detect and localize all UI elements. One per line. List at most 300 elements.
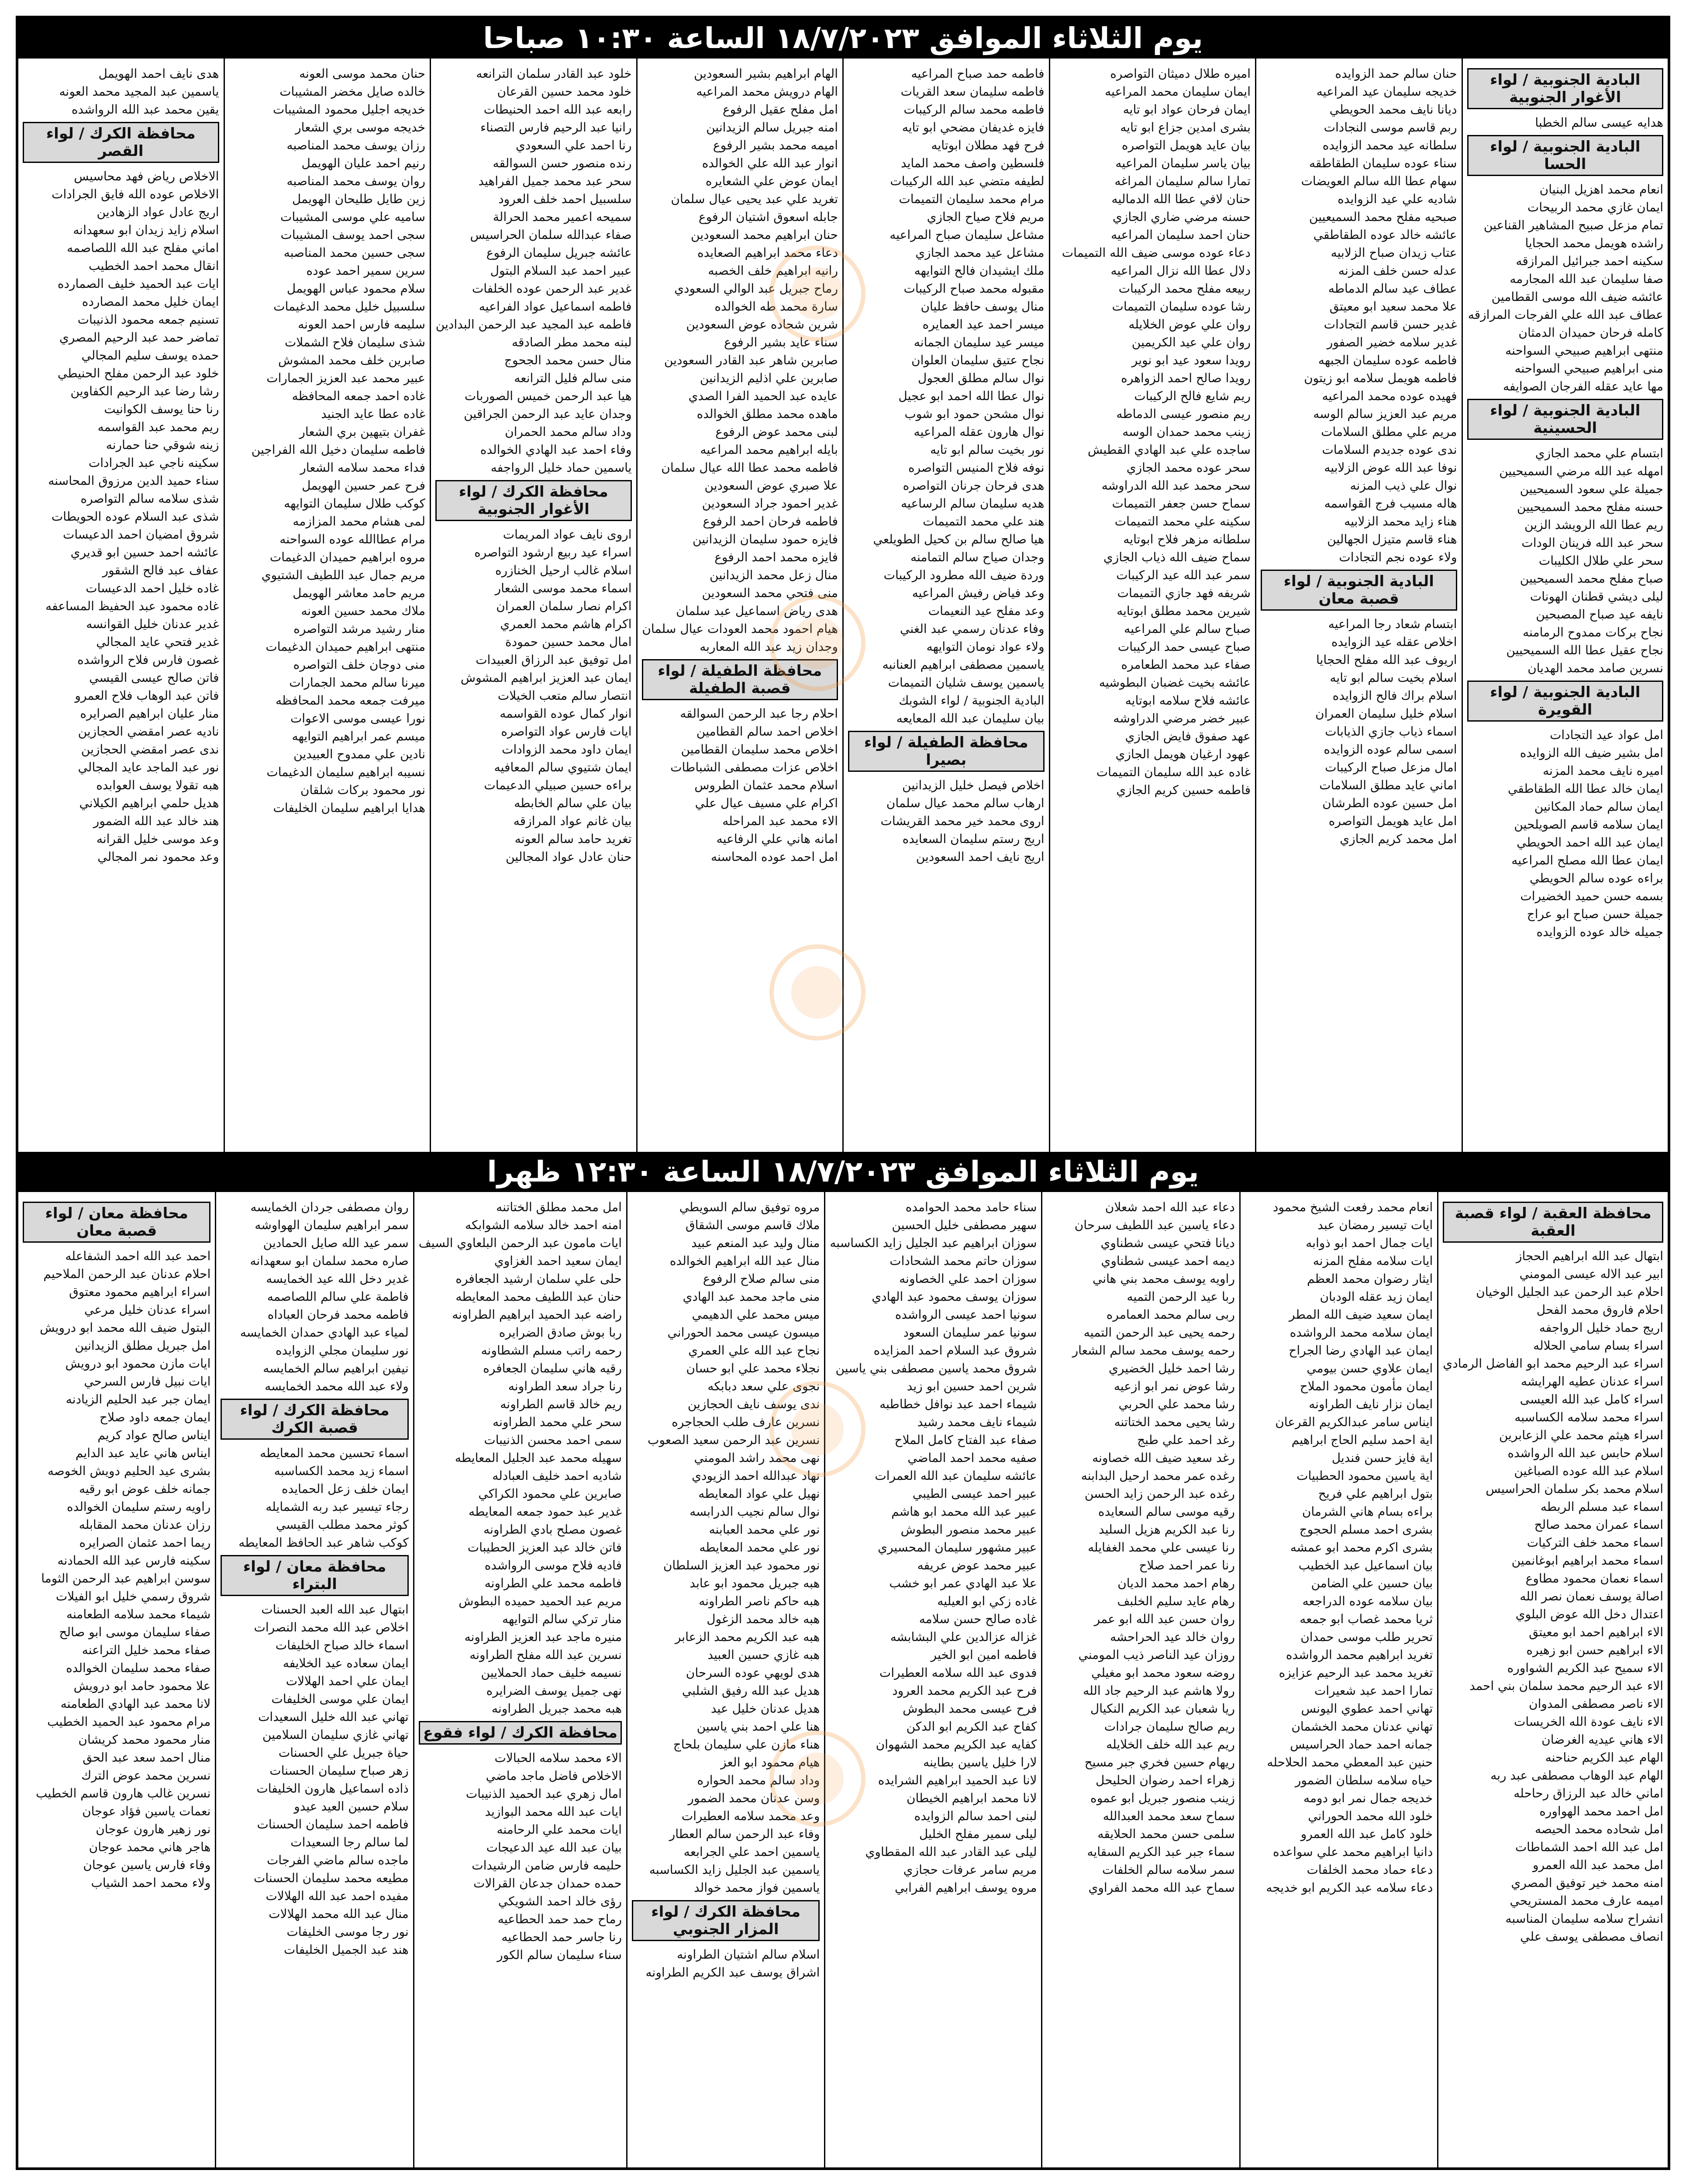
candidate-name: ايمان عوض علي الشعايره	[705, 174, 838, 188]
candidate-name: شرين احمد حسين ابو زيد	[907, 1379, 1037, 1393]
candidate-name: رنده منصور حسن السوالقه	[493, 156, 632, 170]
candidate-name: ارهاب سالم محمد عيال سلمان	[886, 796, 1045, 810]
candidate-name: لمياء عبد الهادي حمدان الخمايسه	[240, 1325, 409, 1340]
candidate-name: مريم جمال عبد اللطيف الشتيوي	[261, 568, 425, 582]
candidate-name: حياة جبريل علي الحسنات	[278, 1745, 409, 1760]
candidate-name: مريم عبد الحميد حميده البطوش	[459, 1594, 622, 1608]
candidate-name: حلى علي سلمان ارشيد الجعافره	[455, 1272, 622, 1286]
candidate-name: سوسن ابراهيم عبد الرحمن الثوما	[41, 1571, 211, 1586]
candidate-name: ايات مامون عبد الرحمن البلعاوي السيف	[418, 1236, 622, 1250]
candidate-name: سلسبيل خليل محمد الدغيمات	[273, 299, 425, 314]
candidate-name: رجاء تيسير عبد ربه الشمايله	[265, 1500, 409, 1514]
candidate-name: اخلاص احمد سالم القطامين	[696, 724, 838, 739]
candidate-name: منيره ماجد عبد العزيز الطراونه	[464, 1630, 622, 1644]
session-header: يوم الثلاثاء الموافق ١٨/٧/٢٠٢٣ الساعة ١٢:٣٠ ظهرا	[18, 1152, 1668, 1192]
district-heading: محافظة الكرك / لواء فقوع	[419, 1721, 622, 1745]
candidate-name: خلود عبد الرحمن مفلح الحنيطي	[57, 366, 219, 380]
candidate-name: غاده احمد جمعه المحافظه	[292, 389, 425, 403]
candidate-name: ريم محمد عبد القواسمه	[97, 420, 219, 434]
candidate-name: رحمه راتب مسلم الشطاونه	[481, 1343, 622, 1358]
candidate-name: دعاء عوده موسى ضيف الله التميمات	[1062, 245, 1251, 260]
candidate-name: منى ابراهيم صبيحي السواحنه	[1514, 361, 1663, 376]
candidate-name: اعتدال دخل الله عوض البلوي	[1515, 1607, 1663, 1621]
candidate-name: شاديه احمد خليف العبادله	[492, 1469, 622, 1483]
names-columns	[18, 1192, 1668, 2167]
candidate-name: شروق عبد السلام احمد المزايده	[873, 1343, 1037, 1358]
candidate-name: شيماء احمد عبد نوافل خطاطبه	[879, 1397, 1037, 1411]
candidate-name: عهود ارغيان هويمل الجازي	[1115, 747, 1251, 761]
candidate-name: صفاء عبدالله سلمان الحراسيس	[470, 228, 632, 242]
names-column	[430, 59, 636, 1152]
candidate-name: كوكب طلال سليمان التوايهه	[284, 496, 425, 511]
candidate-name: سمر سلامه سالم الخلفات	[1102, 1863, 1235, 1877]
candidate-name: الاخلاص عوده الله فايق الجرادات	[52, 187, 219, 201]
candidate-name: فاطمه اسماعيل عواد الفراعيه	[479, 299, 632, 314]
candidate-name: سحر محمد عبد الله الدراوشه	[1101, 478, 1251, 493]
candidate-name: ندى عوده جديدم السلامات	[1322, 442, 1457, 457]
candidate-name: اية ياسين محمود الحطبيات	[1296, 1469, 1433, 1483]
candidate-name: احلام فاروق محمد الفحل	[1536, 1303, 1663, 1317]
candidate-name: هديه سليمان سالم الرساعيه	[900, 496, 1045, 511]
candidate-name: ريم صالح سليمان جرادات	[1104, 1719, 1235, 1734]
candidate-name: رهام عايد سليم الخلبف	[1117, 1594, 1235, 1608]
candidate-name: غدير عبد حمود جمعه المعايطه	[469, 1504, 622, 1519]
candidate-name: شيماء محمد سلامه الطعامنه	[66, 1607, 211, 1621]
candidate-name: احلام رجا عبد الرحمن السوالقه	[680, 706, 838, 721]
candidate-name: زينب محمد حمدان الوسه	[1122, 425, 1251, 439]
candidate-name: فاطمه امين ابو الخير	[931, 1648, 1037, 1662]
candidate-name: تسنيم جمعه محمود الذنيبات	[77, 312, 219, 327]
candidate-name: سجى حسين محمد المناصبه	[283, 245, 425, 260]
candidate-name: ايمان علي احمد الهلالات	[286, 1674, 409, 1688]
candidate-name: ربيعه مفلح محمد الركيبات	[1118, 281, 1251, 296]
candidate-name: الاء ابراهيم احمد ابو معيتق	[1529, 1625, 1663, 1639]
candidate-name: رغده عمر محمد ارحيل البدابنه	[1081, 1469, 1235, 1483]
candidate-name: نايفه عيد صباح المصبحين	[1536, 607, 1663, 622]
candidate-name: وفاء احمد عبد الهادي الخوالده	[480, 442, 632, 457]
candidate-name: هديل عبد الله رفيق الشلبي	[682, 1683, 820, 1698]
candidate-name: بشرى عيد الحليم دويش الخوصه	[47, 1464, 211, 1478]
candidate-name: بشرى اكرم محمد ابو عمشه	[1290, 1540, 1433, 1555]
candidate-name: سوزان احمد علي الخصاونه	[899, 1272, 1037, 1286]
candidate-name: وداد سالم محمد الحواره	[697, 1773, 820, 1787]
candidate-name: لبنى احمد سالم الزوايده	[914, 1809, 1037, 1823]
candidate-name: الهام عبد الوهاب مصطفى عبد ربه	[1490, 1768, 1663, 1783]
candidate-name: امل محمد مطلق الختاتنه	[496, 1200, 622, 1214]
candidate-name: تهاني عبد الله خليل السعيدات	[258, 1710, 409, 1724]
candidate-name: بيان ياسر سليمان المراعيه	[1115, 156, 1251, 170]
district-heading: البادية الجنوبية / لواء الحسا	[1467, 135, 1664, 176]
candidate-name: نادين علي ممدوح العبيدين	[293, 747, 425, 761]
candidate-name: عايده عبد الحميد الفرا الصدي	[688, 389, 838, 403]
candidate-name: نسرين صامد محمد الهديان	[1527, 661, 1663, 675]
candidate-name: صباح سالم علي المراعيه	[1124, 622, 1251, 636]
candidate-name: رغد سعيد ضيف الله خصاونه	[1092, 1451, 1235, 1465]
candidate-name: تهاني غازي سليمان السلامين	[262, 1728, 409, 1742]
candidate-name: فدوى عبد الله سلامه العطيرات	[879, 1666, 1037, 1680]
candidate-name: سلام محمود عباس الهويمل	[286, 281, 425, 296]
candidate-name: خلود عبد القادر سلمان الترانعه	[476, 66, 632, 81]
candidate-name: زهراء احمد رضوان الحليحل	[1096, 1773, 1235, 1787]
candidate-name: انوار عبد الله علي الخوالده	[702, 156, 838, 170]
candidate-name: امل عايد هويمل التواصره	[1328, 814, 1457, 828]
candidate-name: رويدا صالح احمد الزواهره	[1121, 371, 1251, 385]
candidate-name: منال احمد سعد عبد الحق	[83, 1750, 211, 1765]
candidate-name: فاتن خالد عبد العزيز الحطيبات	[467, 1540, 622, 1555]
candidate-name: جمانه خلف عوض ابو رقيه	[79, 1482, 211, 1496]
candidate-name: هديل حلمي ابراهيم الكيلاني	[79, 796, 219, 810]
candidate-name: ياسمين حماد خليل الرواجفه	[490, 460, 632, 475]
candidate-name: نسيبه ابراهيم سليمان الدغيمات	[266, 765, 425, 779]
candidate-name: هناء قاسم متيزل الجهالين	[1327, 532, 1457, 546]
candidate-name: رزان يوسف محمد المناصبه	[286, 138, 425, 152]
candidate-name: لبنى محمد عوض الرفوع	[715, 425, 838, 439]
candidate-name: منار تركي سالم التوايهه	[502, 1612, 622, 1626]
candidate-name: سحر علي طلال الكليبات	[1538, 553, 1663, 568]
candidate-name: عائشه سليمان عبد الله العمرات	[875, 1469, 1037, 1483]
candidate-name: غزاله عزالدين علي البشابشه	[890, 1630, 1037, 1644]
candidate-name: فايزه غديفان مضحي ابو تايه	[902, 120, 1045, 135]
candidate-name: ايات عبد الله محمد البوازيد	[485, 1804, 622, 1819]
candidate-name: شذى عبد السلام عوده الحويطات	[51, 509, 219, 524]
candidate-name: منال وليد عبد المنعم عبيد	[691, 1236, 820, 1250]
candidate-name: وعد مفلح عيد النعيمات	[928, 604, 1045, 618]
candidate-name: حنان ابراهيم محمد السعودين	[691, 228, 838, 242]
candidate-name: فاطمه حمد صباح المراعيه	[911, 66, 1045, 81]
candidate-name: ريما احمد عثمان الصرايره	[79, 1535, 211, 1550]
candidate-name: سلام حسين العيد عيدو	[294, 1799, 409, 1814]
district-heading: البادية الجنوبية / لواء الحسينية	[1467, 399, 1664, 440]
candidate-name: غاده صالح حسن سلامه	[919, 1612, 1037, 1626]
candidate-name: ايمان جمعه داود صلاح	[100, 1410, 211, 1424]
candidate-name: وفاء عبد الرحمن سالم العطار	[669, 1827, 820, 1841]
candidate-name: انشراح سلامه سليمان المناسبه	[1505, 1911, 1663, 1926]
candidate-name: سكينه فارس عبد الله الحمادنه	[57, 1553, 211, 1568]
candidate-name: صابرين شاهر عبد القادر السعودين	[664, 353, 838, 367]
candidate-name: حسنه مرضي ضاري الجازي	[1112, 210, 1251, 224]
candidate-name: غصون مصلح بادي الطراونه	[483, 1522, 622, 1537]
candidate-name: ربم قاسم موسى النجادات	[1324, 120, 1457, 135]
district-heading: محافظة الكرك / لواء الأغوار الجنوبية	[435, 480, 632, 521]
candidate-name: ايثار رضوان محمد العظم	[1307, 1272, 1433, 1286]
candidate-name: مفيده احمد عبد الله الهلالات	[265, 1889, 409, 1903]
candidate-name: عبير محمد منصور البطوش	[900, 1522, 1037, 1537]
candidate-name: رولا هاشم عبد الرحيم جاد الله	[1083, 1683, 1235, 1698]
candidate-name: الاخلاص فاضل ماجد ماضي	[486, 1769, 622, 1783]
candidate-name: منال عبد الله محمد الهلالات	[269, 1907, 409, 1921]
candidate-name: فاطمه سليمان دخيل الله الفراجين	[251, 442, 425, 457]
candidate-name: فهيده عوده محمد المراعيه	[1322, 389, 1457, 403]
candidate-name: ايمان سليمان محمد المراعيه	[1105, 84, 1251, 99]
candidate-name: هبه جبريل محمود ابو عابد	[690, 1576, 820, 1590]
candidate-name: اسماء محمد خلف التركيات	[1527, 1535, 1663, 1550]
candidate-name: روان يوسف محمد المناصبه	[286, 174, 425, 188]
candidate-name: هناء زايد محمد الزلابيه	[1344, 514, 1457, 529]
candidate-name: منى سالم فليل الترانعه	[514, 371, 632, 385]
candidate-name: منتهى ابراهيم صبيحي السواحنه	[1505, 343, 1663, 358]
candidate-name: حمده يوسف سليم المجالي	[81, 348, 219, 363]
candidate-name: سميحه اعمير محمد الحرالة	[493, 210, 632, 224]
candidate-name: بيان سليمان عبد الله المعايعه	[896, 711, 1045, 726]
candidate-name: ابتسام شعاد رجا المراعيه	[1328, 617, 1457, 631]
candidate-name: اريوف عبد الله مفلح الحجايا	[1316, 653, 1457, 667]
candidate-name: سناء عايد بشير الرفوع	[724, 335, 838, 349]
candidate-name: خالده صايل مخضر المشيبات	[279, 84, 425, 99]
candidate-name: سحر عوده محمد الجازي	[1126, 460, 1251, 475]
candidate-name: عائشه جبريل سليمان الرفوع	[486, 245, 632, 260]
candidate-name: اسلام براك فالح الزوايده	[1332, 688, 1457, 703]
candidate-name: ساميه علي موسى المشيبات	[280, 210, 425, 224]
candidate-name: ريم شايع فالح الركيبات	[1134, 389, 1251, 403]
candidate-name: شذى سليمان فلاح الشملات	[285, 335, 425, 349]
candidate-name: امال زهري عبد الحميد الذنيبات	[465, 1787, 622, 1801]
candidate-name: شروق رسمي خليل ابو الفيلات	[55, 1589, 211, 1603]
candidate-name: حنان محمد موسى العونه	[299, 66, 425, 81]
candidate-name: اخلاص فيصل خليل الزيدانين	[902, 778, 1045, 792]
names-column	[215, 1192, 413, 2167]
candidate-name: راضه عبد الحميد ابراهيم الطراونه	[452, 1307, 622, 1322]
district-heading: محافظة الكرك / لواء المزار الجنوبي	[632, 1900, 820, 1941]
names-column	[636, 59, 843, 1152]
candidate-name: كوكب شاهر عبد الحافظ المعايطه	[238, 1535, 409, 1550]
candidate-name: ايمان عطا الله مصلح المراعيه	[1511, 853, 1663, 867]
candidate-name: لطيفه متضي عبد الله الركيبات	[890, 174, 1045, 188]
candidate-name: صفاء محمد خليل التراعنه	[82, 1643, 211, 1657]
candidate-name: نجوى علي سعد دبابكه	[707, 1379, 820, 1393]
candidate-name: انقال محمد احمد الخطيب	[88, 259, 219, 273]
candidate-name: فداء محمد سلامه الشعار	[300, 460, 425, 475]
candidate-name: نسرين عبد الرحمن سعيد الصعوب	[647, 1433, 820, 1447]
candidate-name: اسماء زيد محمد الكساسبه	[274, 1464, 409, 1478]
candidate-name: ميسون عيسى محمد الحوراني	[667, 1325, 820, 1340]
candidate-name: امل احمد محمد الهواوره	[1539, 1804, 1663, 1818]
candidate-name: ريم خالد قاسم الطراونه	[500, 1397, 622, 1411]
candidate-name: رقيه موسى سالم السعايده	[1098, 1504, 1235, 1519]
candidate-name: ياسمين عبد المجيد محمد العونه	[59, 84, 219, 99]
candidate-name: تغريد علي عبد يحيى عيال سلمان	[671, 192, 838, 206]
candidate-name: تهاني عدنان محمد الخشمان	[1291, 1719, 1433, 1734]
candidate-name: اروى نايف عواد المريمات	[503, 527, 632, 542]
candidate-name: نيفين ابراهيم سالم الخمايسه	[263, 1361, 409, 1375]
candidate-name: رانيه ابراهيم خلف الخصبه	[708, 263, 838, 278]
candidate-name: خديجه موسى بري الشعار	[295, 120, 425, 135]
candidate-name: ابتهال عبد الله ابراهيم الحجاز	[1516, 1249, 1663, 1263]
candidate-name: منى فتحي محمد السعودين	[702, 586, 838, 600]
candidate-name: اسلام بخيت سالم ابو تايه	[1330, 670, 1457, 685]
candidate-name: نوال سالم نجيب الدرابسه	[690, 1504, 820, 1519]
candidate-name: وعد محمد سلامه العطيرات	[681, 1809, 820, 1823]
candidate-name: انتصار سالم متعب الخيلات	[497, 688, 632, 703]
candidate-name: نسرين عبد الله مفلح الطراونه	[469, 1648, 622, 1662]
candidate-name: يقين محمد عبد الله الرواشده	[71, 102, 219, 117]
candidate-name: فاطمه حسين كريم الجازي	[1116, 783, 1251, 797]
candidate-name: فاطمه محمد سالم الركيبات	[903, 102, 1045, 117]
candidate-name: ايات محمد علي الرحامنه	[496, 1822, 622, 1837]
candidate-name: منى سالم صلاح الرفوع	[703, 1272, 820, 1286]
candidate-name: فاتن صالح عيسى القيسي	[89, 670, 219, 685]
candidate-name: شذى سلامه سالم التواصره	[80, 491, 219, 506]
candidate-name: الهام ابراهيم بشير السعودين	[694, 66, 838, 81]
candidate-name: صابرين علي محمود الكراكي	[478, 1486, 622, 1501]
candidate-name: الاء هاني عيديه الغرضان	[1541, 1732, 1663, 1747]
candidate-name: صفاء سليمان موسى ابو صالح	[59, 1625, 211, 1639]
candidate-name: عبير خضر مرضي الدراوشه	[1113, 711, 1251, 726]
candidate-name: فرح عبد الكريم محمد العرود	[892, 1683, 1037, 1698]
candidate-name: سلسبيل احمد خلف العرود	[498, 192, 632, 206]
candidate-name: نورا عيسى موسى الاعوات	[290, 711, 425, 726]
candidate-name: اصالة يوسف نعمان نصر الله	[1520, 1589, 1663, 1603]
candidate-name: غاده زكي ابو العيليه	[937, 1594, 1037, 1608]
candidate-name: ربا بوش صادق الضرايره	[499, 1325, 622, 1340]
candidate-name: سكينه احمد جبرائيل المرازقه	[1516, 254, 1663, 268]
candidate-name: روان خالد عيد الحراحشه	[1110, 1630, 1235, 1644]
candidate-name: ايات جمال احمد ابو ذوابه	[1306, 1236, 1433, 1250]
candidate-name: نور سليمان مجلي الزوايده	[275, 1343, 409, 1358]
candidate-name: رنا حنا يوسف الكوانيت	[104, 402, 219, 416]
candidate-name: فاطمه سليمان سعد القريات	[900, 84, 1045, 99]
district-heading: البادية الجنوبية / لواء الأغوار الجنوبية	[1467, 68, 1664, 109]
candidate-name: نجاح بركات ممدوح الرمامنه	[1523, 625, 1663, 639]
candidate-name: منال عبد الله ابراهيم الخوالده	[669, 1254, 820, 1268]
candidate-name: هناء مازن علي سليمان بلحاج	[673, 1737, 820, 1752]
candidate-name: اسلام سالم اشتيان الطراونه	[677, 1947, 820, 1962]
candidate-name: منال زعل محمد الزيدانين	[710, 568, 838, 582]
candidate-name: رنا عمر احمد صلاح	[1139, 1558, 1235, 1572]
candidate-name: تحرير طلب موسى حمدان	[1300, 1630, 1433, 1644]
candidate-name: فاطمه محمد فرحان العباداه	[267, 1307, 409, 1322]
candidate-name: هدايه عيسى سالم الخطبا	[1535, 115, 1663, 130]
candidate-name: مريم سامر عرفات حجازي	[903, 1863, 1037, 1877]
candidate-name: جميلة حسن صباح ابو عراج	[1527, 907, 1663, 921]
candidate-name: ايات نبيل فارس السرحي	[84, 1374, 211, 1389]
candidate-name: نهى جميل يوسف الضرايره	[486, 1683, 622, 1698]
candidate-name: ايمان داود محمد الزوادات	[502, 742, 632, 757]
candidate-name: رنيم احمد عليان الهويمل	[301, 156, 425, 170]
candidate-name: وجدان صياح سالم التمامنه	[910, 550, 1045, 564]
candidate-name: ولاء محمد احمد الشياب	[91, 1876, 211, 1890]
candidate-name: امنه احمد خالد سلامه الشوابكه	[465, 1218, 622, 1232]
names-columns	[18, 59, 1668, 1152]
candidate-name: ابير عبد الاله عيسى المومني	[1519, 1267, 1663, 1281]
candidate-name: عفاف عبد فالح الشقور	[102, 563, 219, 577]
candidate-name: اية فايز حسن فنديل	[1331, 1451, 1433, 1465]
candidate-name: عهد صفوق فايض الجازي	[1125, 729, 1251, 743]
candidate-name: ملاك محمد حسين العونه	[301, 604, 425, 618]
candidate-name: انعام محمد رفعت الشيخ محمود	[1272, 1200, 1433, 1214]
candidate-name: لارا خليل ياسين بطاينه	[923, 1755, 1037, 1769]
candidate-name: منار رشيد مرشد التواصره	[293, 622, 425, 636]
candidate-name: امال محمد حسين حمودة	[505, 635, 632, 649]
candidate-name: وفاء فارس ياسين عوجان	[83, 1858, 211, 1872]
candidate-name: ميس محمد علي الدهيمي	[692, 1307, 820, 1322]
candidate-name: وفاء عدنان رسمي عبد الغني	[900, 622, 1045, 636]
candidate-name: مشاعل عيد محمد الجازي	[915, 245, 1045, 260]
candidate-name: فاطمه احمد سليمان الحسنات	[257, 1817, 409, 1832]
candidate-name: شروق محمد ياسين مصطفى بني ياسين	[835, 1361, 1037, 1375]
candidate-name: نور علي محمد المعايطه	[699, 1540, 820, 1555]
candidate-name: انعام محمد اهزيل البنيان	[1539, 182, 1663, 197]
candidate-name: نعمات ياسين فؤاد عوجان	[82, 1804, 211, 1818]
candidate-name: كامله فرحان حميدان الدمثان	[1518, 325, 1663, 340]
district-heading: محافظة معان / لواء قصبة معان	[23, 1202, 210, 1243]
candidate-name: براءه عوده سالم الحويطي	[1530, 871, 1663, 885]
candidate-name: سمر عبد الله عيد الركيبات	[1116, 568, 1251, 582]
candidate-name: ميسر عيد سليمان الجمانه	[914, 335, 1045, 349]
candidate-name: هيام محمود ابو العز	[721, 1755, 820, 1769]
candidate-name: زهر صباح سليمان الحسنات	[269, 1763, 409, 1778]
candidate-name: خديجه سليمان عيد المراعيه	[1316, 84, 1457, 99]
candidate-name: علا صبري عوض السعودين	[704, 478, 838, 493]
district-heading: محافظة الطفيلة / لواء قصبة الطفيلة	[642, 659, 838, 700]
candidate-name: نوال عطا الله احمد ابو عجيل	[898, 389, 1045, 403]
candidate-name: ايمان علاوي حسن بيومي	[1307, 1361, 1433, 1375]
candidate-name: راويه رستم سليمان الخوالده	[67, 1500, 211, 1514]
candidate-name: رشا عوده سليمان التميمات	[1112, 299, 1251, 314]
candidate-name: ايمان سعاده عيد الخلايفه	[283, 1656, 409, 1670]
candidate-name: فرح عمر حسين الهويمل	[302, 478, 425, 493]
candidate-name: هيا صالح سالم بن كحيل الطويلعي	[873, 532, 1045, 546]
candidate-name: رقيه هاني سليمان الجعافره	[483, 1361, 622, 1375]
candidate-name: اميره نايف محمد المزنه	[1543, 764, 1663, 778]
candidate-name: امل مفلح عقيل الرفوع	[722, 102, 838, 117]
candidate-name: نوال علي ذيب المزنه	[1350, 478, 1457, 493]
candidate-name: هند خالد عبد الله الضمور	[93, 814, 219, 828]
candidate-name: ريم عبد الله خلف الخلايله	[1106, 1737, 1235, 1752]
candidate-name: سهام عطا الله سالم العويضات	[1301, 174, 1457, 188]
candidate-name: نور محمود بركات شلقان	[300, 783, 425, 797]
candidate-name: ياسمين مصطفى ابراهيم العنانبه	[882, 657, 1045, 672]
candidate-name: اسلام محمد بكر سلمان الحراسيس	[1486, 1482, 1663, 1496]
candidate-name: لانا عبد الحميد ابراهيم الشرايده	[878, 1773, 1037, 1787]
candidate-name: رحمه يوسف محمد سالم الشعار	[1072, 1343, 1235, 1358]
candidate-name: هاله مسيب فرج القواسمه	[1324, 496, 1457, 511]
candidate-name: ياسمين فواز محمد خوالد	[694, 1880, 820, 1895]
candidate-name: خلود الله محمد الحوراني	[1308, 1809, 1433, 1823]
candidate-name: اسماء محمد موسى الشعار	[495, 581, 632, 595]
candidate-name: ميرفت جمعه محمد المحافظه	[276, 693, 425, 708]
names-column	[824, 1192, 1041, 2167]
candidate-name: ليلى ديشي قطنان الهونات	[1530, 589, 1663, 604]
district-heading: محافظة معان / لواء البتراء	[221, 1555, 408, 1596]
candidate-name: احلام عبد الرحمن عبد الجليل الوخيان	[1476, 1285, 1663, 1299]
candidate-name: سهير مصطفى خليل الحسين	[892, 1218, 1037, 1232]
candidate-name: لما سالم رجا السعيدات	[290, 1835, 409, 1849]
candidate-name: البتول ضيف الله محمد ابو درويش	[40, 1320, 211, 1335]
candidate-name: صباح مفلح محمد السميحيين	[1520, 571, 1663, 586]
candidate-name: سكينه علي محمد التميمات	[1114, 514, 1251, 529]
candidate-name: نور زهير هارون عوجان	[96, 1822, 211, 1836]
candidate-name: هدايا ابراهيم سليمان الخليفات	[273, 801, 425, 815]
candidate-name: سماح ضيف الله ذياب الجازي	[1103, 550, 1251, 564]
candidate-name: روان علي عوض الخلايله	[1128, 317, 1251, 332]
candidate-name: مرام محمد سليمان التميمات	[899, 192, 1045, 206]
candidate-name: عطاف عبد الله علي الفرجات المرازقه	[1468, 308, 1663, 322]
candidate-name: روان مصطفى جردان الخمايسه	[250, 1200, 409, 1214]
names-column	[1437, 1192, 1668, 2167]
candidate-name: ايات فارس عواد التواصره	[501, 724, 632, 739]
candidate-name: اسراء عيد ربيع ارشود التواصره	[474, 545, 632, 560]
candidate-name: منتهى ابراهيم حميدان الدغيمات	[265, 639, 425, 654]
candidate-name: هبه غازي حسين العبيد	[707, 1648, 820, 1662]
candidate-name: احلام عدنان عبد الرحمن الملاحيم	[43, 1267, 211, 1281]
candidate-name: مريم علي مطلق السلامات	[1321, 425, 1457, 439]
candidate-name: اروى محمد خير محمد القريشات	[880, 814, 1045, 828]
candidate-name: ايمان سلامه محمد الرواشده	[1289, 1325, 1433, 1340]
candidate-name: ايمان سعيد ضيف الله المطر	[1289, 1307, 1433, 1322]
candidate-name: الاء نايف عودة الله الخريسات	[1514, 1714, 1663, 1729]
candidate-name: امل بشير ضيف الله الزوايده	[1520, 746, 1663, 760]
candidate-name: اسلام خليل سليمان العمران	[1315, 706, 1457, 721]
